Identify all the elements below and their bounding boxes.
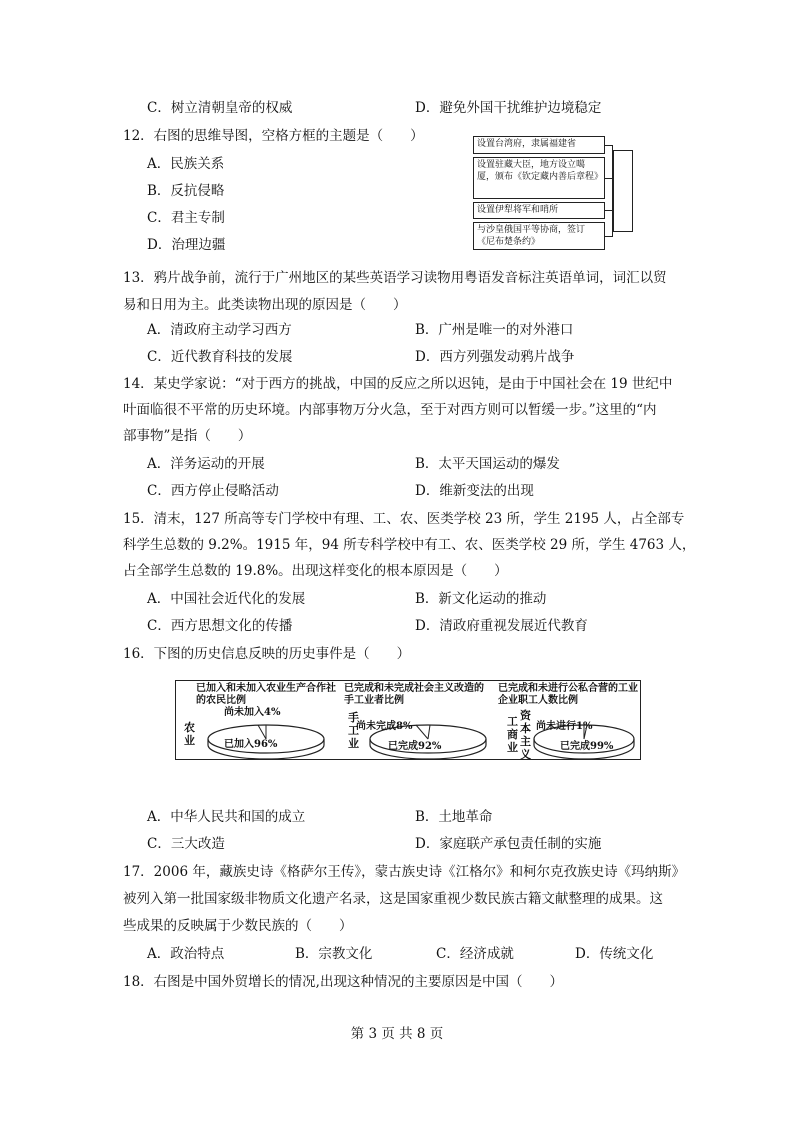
q17-option-a: A．政治特点 bbox=[147, 946, 225, 962]
q16-pie-charts-panel bbox=[175, 680, 641, 760]
q17-stem-line3: 些成果的反映属于少数民族的（ ） bbox=[123, 918, 353, 934]
q17-option-d: D．传统文化 bbox=[575, 946, 654, 962]
mindmap-box-nerchinsk: 与沙皇俄国平等协商，签订《尼布楚条约》 bbox=[473, 222, 605, 250]
q14-stem-line2: 叶面临很不平常的历史环境。内部事物万分火急，至于对西方则可以暂缓一步。”这里的“内 bbox=[123, 402, 657, 418]
pie1-slice-major-label: 已加入96% bbox=[224, 739, 278, 750]
mindmap-box-ili: 设置伊犁将军和哨所 bbox=[473, 202, 605, 219]
q17-option-b: B．宗教文化 bbox=[295, 946, 373, 962]
q16-option-a: A．中华人民共和国的成立 bbox=[147, 809, 306, 825]
q12-option-a: A．民族关系 bbox=[147, 156, 225, 172]
q17-stem-line2: 被列入第一批国家级非物质文化遗产名录，这是国家重视少数民族古籍文献整理的成果。这 bbox=[123, 891, 663, 907]
q17-option-c: C．经济成就 bbox=[436, 946, 514, 962]
pie3-slice-major-label: 已完成99% bbox=[560, 741, 614, 752]
q14-option-d: D．维新变法的出现 bbox=[415, 483, 534, 499]
pie3-side-label-2: 工商业 bbox=[507, 715, 518, 754]
q15-stem-line3: 占全部学生总数的 19.8%。出现这样变化的根本原因是（ ） bbox=[123, 563, 508, 579]
q13-option-b: B．广州是唯一的对外港口 bbox=[415, 322, 574, 338]
pie2-title: 已完成和未完成社会主义改造的手工业者比例 bbox=[344, 683, 484, 706]
q16-option-d: D．家庭联产承包责任制的实施 bbox=[415, 836, 602, 852]
q13-option-c: C．近代教育科技的发展 bbox=[147, 349, 293, 365]
q16-option-b: B．土地革命 bbox=[415, 809, 493, 825]
mindmap-box-taiwan: 设置台湾府，隶属福建省 bbox=[473, 136, 605, 154]
q12-option-d: D．治理边疆 bbox=[147, 237, 226, 253]
q12-stem: 12．右图的思维导图，空格方框的主题是（ ） bbox=[123, 128, 424, 144]
q13-stem-line2: 易和日用为主。此类读物出现的原因是（ ） bbox=[123, 297, 407, 313]
q15-option-b: B．新文化运动的推动 bbox=[415, 591, 547, 607]
q15-stem-line2: 科学生总数的 9.2%。1915 年，94 所专科学校中有工、农、医类学校 29 所，学生 4763 人， bbox=[123, 537, 696, 553]
mindmap-blank-topic-box bbox=[613, 150, 633, 232]
q16-stem: 16．下图的历史信息反映的历史事件是（ ） bbox=[123, 646, 411, 662]
pie3-title: 已完成和未进行公私合营的工业企业职工人数比例 bbox=[498, 683, 638, 706]
q13-stem-line1: 13．鸦片战争前，流行于广州地区的某些英语学习读物用粤语发音标注英语单词，词汇以贸 bbox=[123, 270, 667, 286]
q15-option-d: D．清政府重视发展近代教育 bbox=[415, 618, 588, 634]
q12-option-b: B．反抗侵略 bbox=[147, 183, 225, 199]
q13-option-a: A．清政府主动学习西方 bbox=[147, 322, 292, 338]
q14-stem-line3: 部事物”是指（ ） bbox=[123, 428, 252, 444]
pie3-side-label-1: 资本主义 bbox=[520, 709, 531, 761]
q11-option-d: D．避免外国干扰维护边境稳定 bbox=[415, 100, 602, 116]
q14-option-c: C．西方停止侵略活动 bbox=[147, 483, 279, 499]
q13-option-d: D．西方列强发动鸦片战争 bbox=[415, 349, 575, 365]
pie2-slice-minor-label: 尚未完成8% bbox=[356, 721, 413, 732]
q15-option-c: C．西方思想文化的传播 bbox=[147, 618, 293, 634]
q11-option-c: C．树立清朝皇帝的权威 bbox=[147, 100, 293, 116]
pie1-slice-minor-label: 尚未加入4% bbox=[224, 707, 281, 718]
q15-option-a: A．中国社会近代化的发展 bbox=[147, 591, 306, 607]
q18-stem: 18．右图是中国外贸增长的情况,出现这种情况的主要原因是中国（ ） bbox=[123, 974, 563, 990]
q12-option-c: C．君主专制 bbox=[147, 210, 225, 226]
q16-option-c: C．三大改造 bbox=[147, 836, 225, 852]
page-footer: 第 3 页 共 8 页 bbox=[350, 1026, 444, 1042]
q14-stem-line1: 14．某史学家说：“对于西方的挑战，中国的反应之所以迟钝，是由于中国社会在 19 世纪中 bbox=[123, 376, 673, 392]
pie3-slice-minor-label: 尚未进行1% bbox=[536, 721, 593, 732]
q17-stem-line1: 17．2006 年，藏族史诗《格萨尔王传》，蒙古族史诗《江格尔》和柯尔克孜族史诗《玛纳斯》 bbox=[123, 864, 686, 880]
pie1-side-label: 农业 bbox=[184, 721, 195, 747]
q14-option-a: A．洋务运动的开展 bbox=[147, 456, 265, 472]
mindmap-box-tibet: 设置驻藏大臣，地方设立噶厦，颁布《钦定藏内善后章程》 bbox=[473, 157, 605, 199]
q15-stem-line1: 15．清末，127 所高等专门学校中有理、工、农、医类学校 23 所，学生 2195 人，占全部专 bbox=[123, 511, 685, 527]
pie1-title: 已加入和未加入农业生产合作社的农民比例 bbox=[196, 683, 336, 706]
q14-option-b: B．太平天国运动的爆发 bbox=[415, 456, 560, 472]
pie2-side-label: 手工业 bbox=[348, 711, 359, 750]
pie2-slice-major-label: 已完成92% bbox=[388, 741, 442, 752]
